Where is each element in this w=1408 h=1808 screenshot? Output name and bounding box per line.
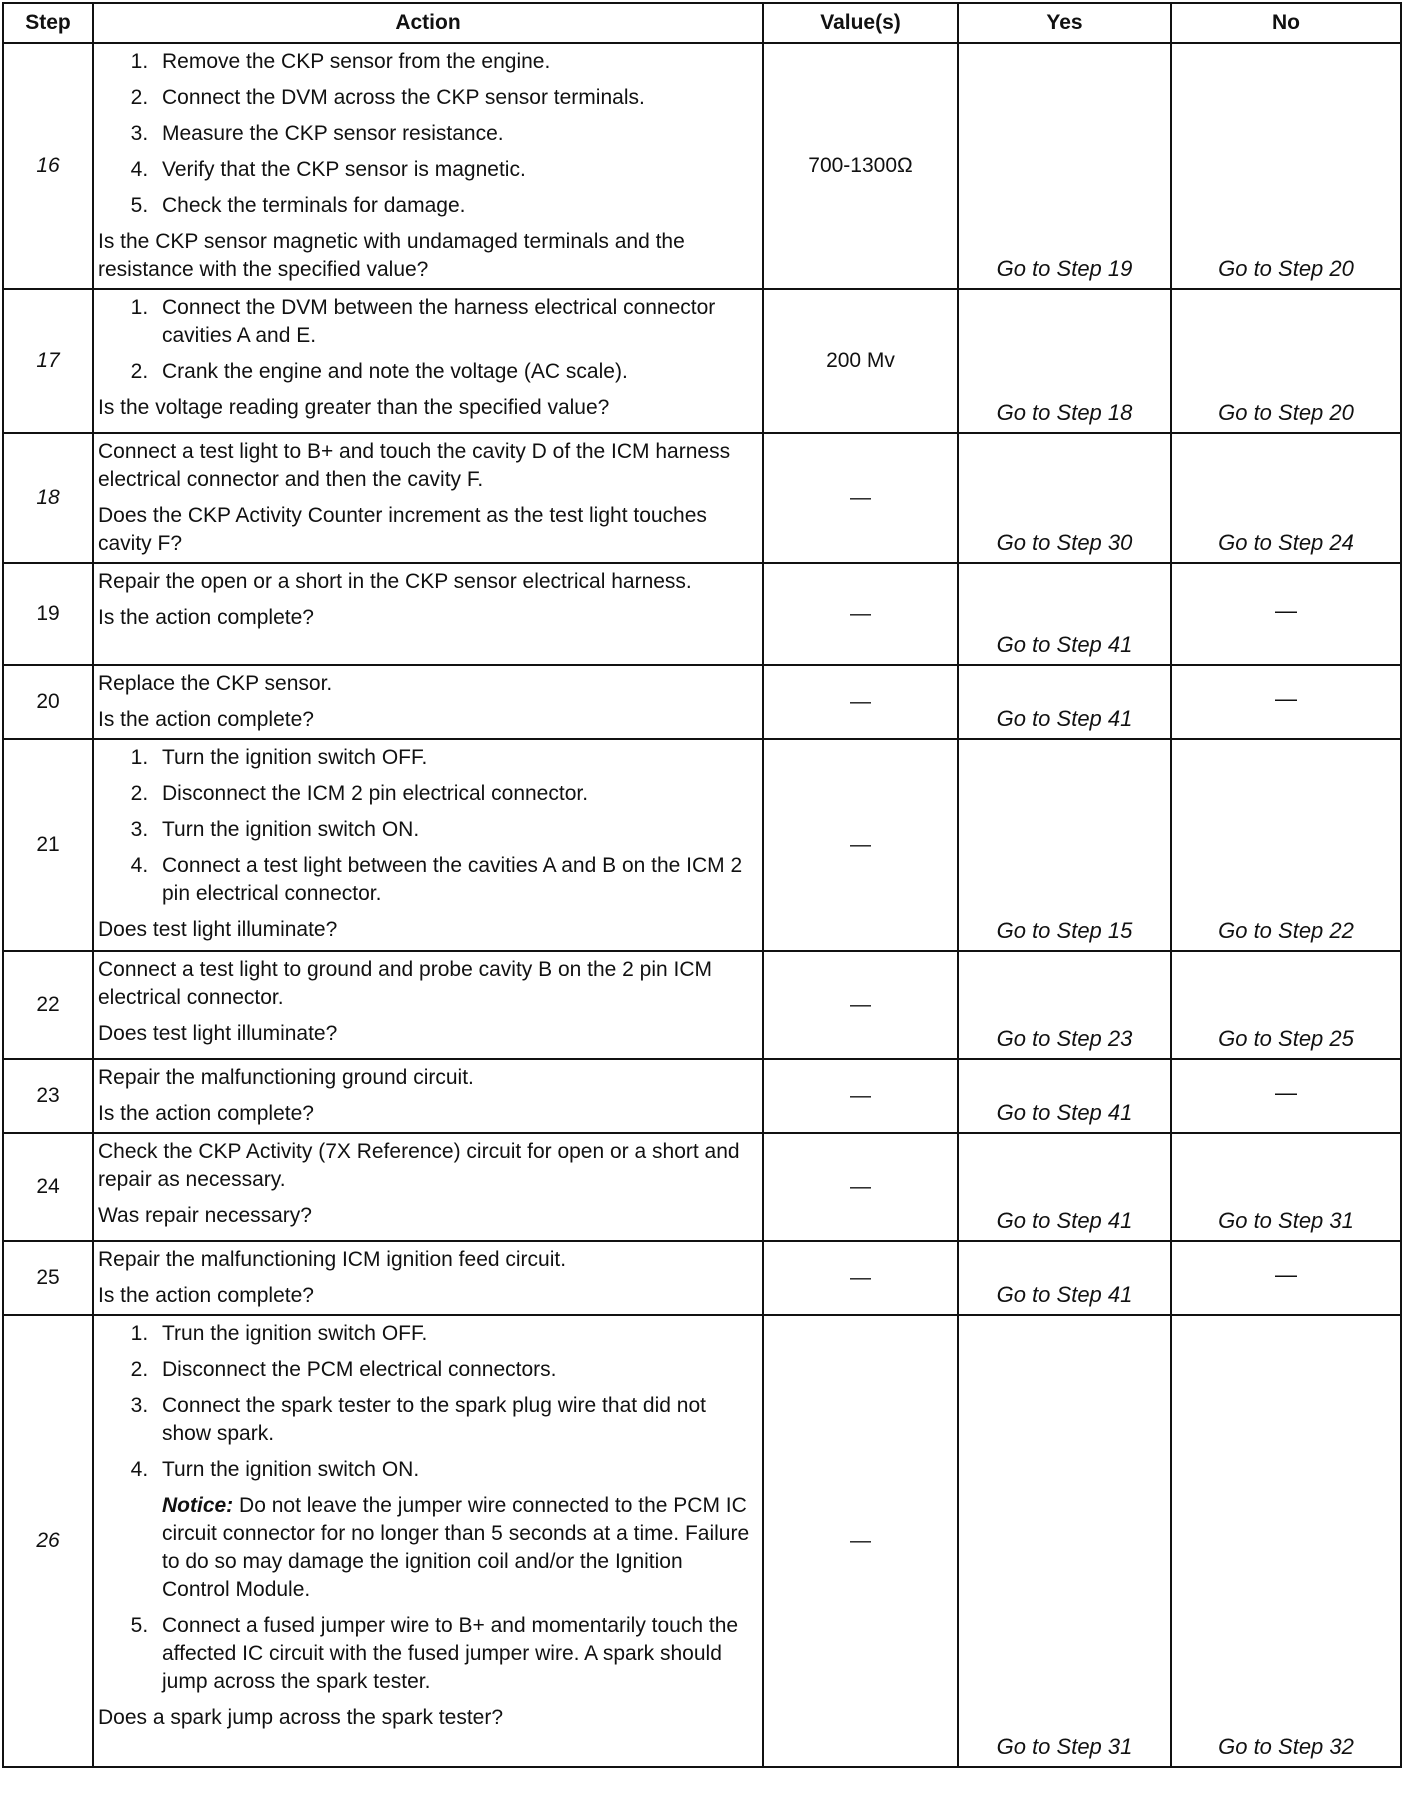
- table-row: [3, 1059, 1401, 1133]
- action-text: Connect a test light to B+ and touch the cavity D of the ICM harness electrical connector and then the cavity F.: [98, 440, 731, 491]
- action-text: Check the CKP Activity (7X Reference) circuit for open or a short and repair as necessary.: [98, 1140, 740, 1191]
- step-number: 16: [3, 43, 93, 289]
- yes-cell: Go to Step 41: [958, 563, 1171, 665]
- yes-cell: Go to Step 18: [958, 289, 1171, 433]
- step-number: 26: [3, 1315, 93, 1767]
- header-values: Value(s): [763, 3, 958, 43]
- yes-cell: Go to Step 23: [958, 951, 1171, 1059]
- no-cell: Go to Step 22: [1171, 739, 1401, 951]
- table-row: [3, 43, 1401, 289]
- value-cell: —: [763, 433, 958, 563]
- step-number: 22: [3, 951, 93, 1059]
- value-cell: —: [763, 1059, 958, 1133]
- no-cell: —: [1171, 1241, 1401, 1315]
- step-number: 19: [3, 563, 93, 665]
- value-cell: —: [763, 739, 958, 951]
- table-row: [3, 1133, 1401, 1241]
- value-cell: —: [763, 1241, 958, 1315]
- question: Is the action complete?: [98, 1102, 314, 1125]
- step-number: 21: [3, 739, 93, 951]
- action-cell: [93, 1133, 763, 1241]
- header-row: [3, 3, 1401, 43]
- list-item: 2. Connect the DVM across the CKP sensor terminals.: [154, 84, 756, 112]
- no-cell: Go to Step 25: [1171, 951, 1401, 1059]
- list-item: 2. Crank the engine and note the voltage (AC scale).: [154, 358, 756, 386]
- no-cell: Go to Step 20: [1171, 43, 1401, 289]
- list-item: 5. Check the terminals for damage.: [154, 192, 756, 220]
- value-cell: —: [763, 665, 958, 739]
- action-cell: [93, 1059, 763, 1133]
- no-cell: Go to Step 24: [1171, 433, 1401, 563]
- step-number: 18: [3, 433, 93, 563]
- list-item: 5. Connect a fused jumper wire to B+ and momentarily touch the affected IC circuit with the fused jumper wire. A spark should jump across the spark tester.: [154, 1612, 756, 1696]
- header-no: No: [1171, 3, 1401, 43]
- action-text: Repair the malfunctioning ground circuit.: [98, 1066, 474, 1089]
- question: Does test light illuminate?: [98, 918, 338, 941]
- step-number: 20: [3, 665, 93, 739]
- value-cell: 200 Mv: [763, 289, 958, 433]
- no-cell: —: [1171, 665, 1401, 739]
- action-text: Repair the malfunctioning ICM ignition feed circuit.: [98, 1248, 567, 1271]
- list-item: 4. Verify that the CKP sensor is magnetic.: [154, 156, 756, 184]
- action-cell: [93, 43, 763, 289]
- value-cell: —: [763, 1315, 958, 1767]
- table-row: [3, 563, 1401, 665]
- question: Does test light illuminate?: [98, 1022, 338, 1045]
- action-cell: [93, 289, 763, 433]
- action-text: Repair the open or a short in the CKP sensor electrical harness.: [98, 570, 692, 593]
- list-item: 1. Connect the DVM between the harness electrical connector cavities A and E.: [154, 294, 756, 350]
- action-cell: [93, 1241, 763, 1315]
- action-cell: [93, 951, 763, 1059]
- yes-cell: Go to Step 19: [958, 43, 1171, 289]
- notice-text: Do not leave the jumper wire connected to the PCM IC circuit connector for no longer than 5 seconds at a time. Failure to do so may damage the ignition coil and/or the Ignition Control Module.: [162, 1494, 750, 1601]
- step-number: 23: [3, 1059, 93, 1133]
- question: Is the CKP sensor magnetic with undamaged terminals and the resistance with the specified value?: [98, 230, 685, 281]
- action-cell: [93, 433, 763, 563]
- action-text: Replace the CKP sensor.: [98, 672, 333, 695]
- table-row: [3, 433, 1401, 563]
- no-cell: Go to Step 20: [1171, 289, 1401, 433]
- question: Does the CKP Activity Counter increment as the test light touches cavity F?: [98, 504, 707, 555]
- table-row: [3, 951, 1401, 1059]
- notice-label: Notice:: [162, 1494, 234, 1517]
- yes-cell: Go to Step 41: [958, 1241, 1171, 1315]
- table-row: [3, 1241, 1401, 1315]
- step-number: 24: [3, 1133, 93, 1241]
- no-cell: Go to Step 31: [1171, 1133, 1401, 1241]
- list-item: 1. Remove the CKP sensor from the engine.: [154, 48, 756, 76]
- list-item: 3. Turn the ignition switch ON.: [154, 816, 756, 844]
- action-cell: [93, 665, 763, 739]
- no-cell: —: [1171, 1059, 1401, 1133]
- header-step: Step: [3, 3, 93, 43]
- value-cell: 700-1300Ω: [763, 43, 958, 289]
- table-row: [3, 289, 1401, 433]
- list-item: 1. Turn the ignition switch OFF.: [154, 744, 756, 772]
- action-cell: [93, 1315, 763, 1767]
- no-cell: —: [1171, 563, 1401, 665]
- step-number: 17: [3, 289, 93, 433]
- action-cell: [93, 563, 763, 665]
- action-text: Connect a test light to ground and probe cavity B on the 2 pin ICM electrical connector.: [98, 958, 713, 1009]
- list-item: 2. Disconnect the ICM 2 pin electrical connector.: [154, 780, 756, 808]
- question: Is the action complete?: [98, 606, 314, 629]
- header-yes: Yes: [958, 3, 1171, 43]
- list-item: 4. Turn the ignition switch ON.: [154, 1456, 756, 1484]
- table-row: [3, 665, 1401, 739]
- table-row: [3, 1315, 1401, 1767]
- action-cell: [93, 739, 763, 951]
- value-cell: —: [763, 1133, 958, 1241]
- value-cell: —: [763, 563, 958, 665]
- yes-cell: Go to Step 30: [958, 433, 1171, 563]
- list-item: 3. Measure the CKP sensor resistance.: [154, 120, 756, 148]
- yes-cell: Go to Step 15: [958, 739, 1171, 951]
- notice: [98, 1492, 756, 1604]
- yes-cell: Go to Step 41: [958, 665, 1171, 739]
- list-item: 2. Disconnect the PCM electrical connectors.: [154, 1356, 756, 1384]
- value-cell: —: [763, 951, 958, 1059]
- list-item: 4. Connect a test light between the cavities A and B on the ICM 2 pin electrical connector.: [154, 852, 756, 908]
- no-cell: Go to Step 32: [1171, 1315, 1401, 1767]
- question: Does a spark jump across the spark tester?: [98, 1706, 504, 1729]
- header-action: Action: [93, 3, 763, 43]
- list-item: 1. Trun the ignition switch OFF.: [154, 1320, 756, 1348]
- step-number: 25: [3, 1241, 93, 1315]
- table-row: [3, 739, 1401, 951]
- question: Is the voltage reading greater than the specified value?: [98, 396, 610, 419]
- yes-cell: Go to Step 31: [958, 1315, 1171, 1767]
- yes-cell: Go to Step 41: [958, 1059, 1171, 1133]
- question: Was repair necessary?: [98, 1204, 312, 1227]
- diagnostic-table: [2, 2, 1402, 1768]
- list-item: 3. Connect the spark tester to the spark plug wire that did not show spark.: [154, 1392, 756, 1448]
- question: Is the action complete?: [98, 708, 314, 731]
- question: Is the action complete?: [98, 1284, 314, 1307]
- yes-cell: Go to Step 41: [958, 1133, 1171, 1241]
